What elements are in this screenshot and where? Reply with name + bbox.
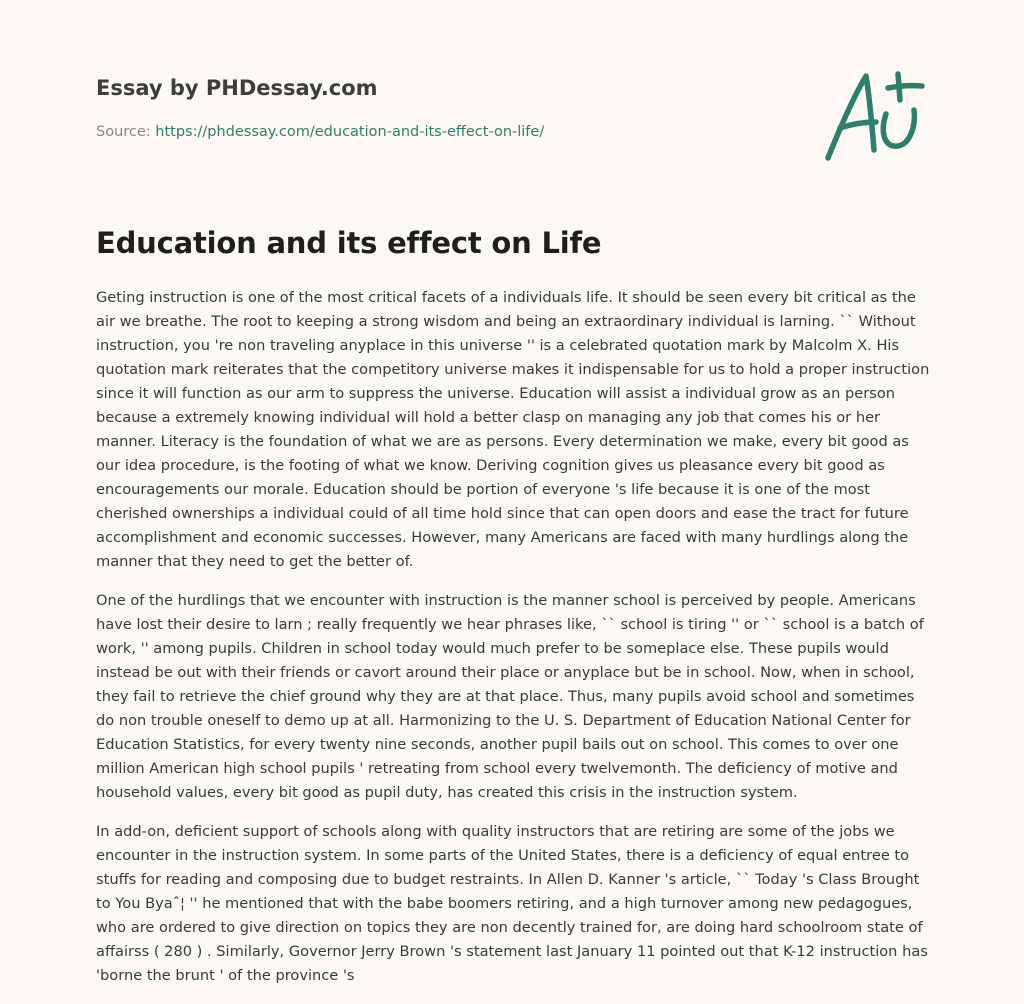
essay-paragraph-1: Geting instruction is one of the most critical facets of a individuals life. It should be seen every bit critical as the air we breathe. The root to keeping a strong wisdom and being an extraordinary individual is larning. `` Without instruction, you 're non traveling anyplace in this universe '' is a celebrated quotation mark by Malcolm X. His quotation mark reiterates that the competitory universe makes it indispensable for us to hold a proper instruction since it will function as our arm to suppress the universe. Education will assist a individual grow as an person because a extremely knowing individual will hold a better clasp on managing any job that comes his or her manner. Literacy is the foundation of what we are as persons. Every determination we make, every bit good as our idea procedure, is the footing of what we know. Deriving cognition gives us pleasance every bit good as encouragements our morale. Education should be portion of everyone 's life because it is one of the most cherished ownerships a individual could of all time hold since that can open doors and ease the tract for future accomplishment and economic successes. However, many Americans are faced with many hurdlings along the manner that they need to get the better of. [96,289,930,570]
essay-title: Education and its effect on Life [96,226,602,260]
source-link[interactable]: https://phdessay.com/education-and-its-effect-on-life/ [155,124,545,140]
essay-body [96,286,930,1003]
a-plus-icon [818,66,930,166]
source-line [96,124,544,140]
site-title: Essay by PHDessay.com [96,76,378,100]
essay-paragraph-2: One of the hurdlings that we encounter with instruction is the manner school is perceived by people. Americans have lost their desire to larn ; really frequently we hear phrases like, `` school is tiring '' or `` school is a batch of work, '' among pupils. Children in school today would much prefer to be someplace else. These pupils would instead be out with their friends or cavort around their place or anyplace but be in school. Now, when in school, they fail to retrieve the chief ground why they are at that place. Thus, many pupils avoid school and sometimes do non trouble oneself to demo up at all. Harmonizing to the U. S. Department of Education National Center for Education Statistics, for every twenty nine seconds, another pupil bails out on school. This comes to over one million American high school pupils ' retreating from school every twelvemonth. The deficiency of motive and household values, every bit good as pupil duty, has created this crisis in the instruction system. [96,592,924,801]
source-label: Source: [96,124,156,140]
essay-paragraph-3: In add-on, deficient support of schools along with quality instructors that are retiring are some of the jobs we encounter in the instruction system. In some parts of the United States, there is a deficiency of equal entree to stuffs for reading and composing due to budget restraints. In Allen D. Kanner 's article, `` Today 's Class Brought to You Byaˆ¦ '' he mentioned that with the babe boomers retiring, and a high turnover among new pedagogues, who are ordered to give direction on topics they are non decently trained for, are doing hard schoolroom state of affairss ( 280 ) . Similarly, Governor Jerry Brown 's statement last January 11 pointed out that K-12 instruction has 'borne the brunt ' of the province 's [96,823,928,984]
